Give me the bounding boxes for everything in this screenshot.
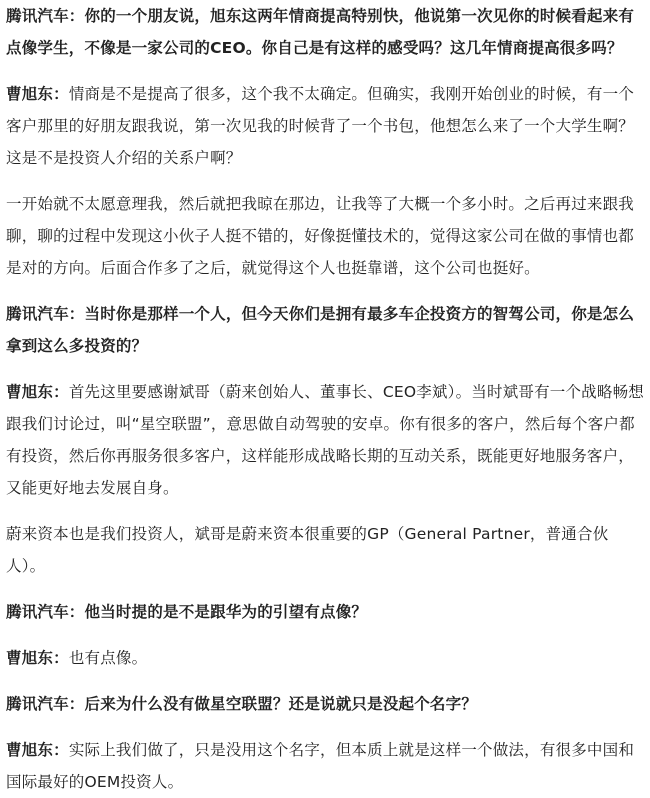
paragraph-text: 也有点像。 — [68, 649, 148, 667]
paragraph-question — [6, 596, 644, 628]
paragraph-text: 他当时提的是不是跟华为的引望有点像？ — [84, 603, 368, 621]
paragraph-text: 首先这里要感谢斌哥（蔚来创始人、董事长、CEO李斌）。当时斌哥有一个战略畅想跟我们讨论过，叫“星空联盟”，意思做自动驾驶的安卓。你有很多的客户，然后每个客户都有投资，然后你再服务很多客户，这样能形成战略长期的互动关系，既能更好地服务客户，又能更好地去发展自身。 — [6, 383, 644, 497]
paragraph-continuation — [6, 518, 644, 582]
speaker-label: 腾讯汽车： — [6, 603, 85, 621]
speaker-label: 腾讯汽车： — [6, 305, 85, 323]
paragraph-text: 蔚来资本也是我们投资人，斌哥是蔚来资本很重要的GP（General Partner，普通合伙人）。 — [6, 525, 609, 575]
paragraph-question — [6, 0, 644, 64]
paragraph-answer — [6, 376, 644, 504]
paragraph-continuation — [6, 188, 644, 284]
speaker-label: 腾讯汽车： — [6, 695, 85, 713]
speaker-label: 曹旭东： — [6, 649, 69, 667]
speaker-label: 曹旭东： — [6, 85, 69, 103]
paragraph-answer — [6, 734, 644, 798]
paragraph-question — [6, 298, 644, 362]
paragraph-text: 情商是不是提高了很多，这个我不太确定。但确实，我刚开始创业的时候，有一个客户那里的好朋友跟我说，第一次见我的时候背了一个书包，他想怎么来了一个大学生啊？这是不是投资人介绍的关系户啊？ — [6, 85, 635, 167]
paragraph-text: 一开始就不太愿意理我，然后就把我晾在那边，让我等了大概一个多小时。之后再过来跟我聊，聊的过程中发现这小伙子人挺不错的，好像挺懂技术的，觉得这家公司在做的事情也都是对的方向。后面合作多了之后，就觉得这个人也挺靠谱，这个公司也挺好。 — [6, 195, 635, 277]
speaker-label: 腾讯汽车： — [6, 7, 85, 25]
paragraph-answer — [6, 642, 644, 674]
speaker-label: 曹旭东： — [6, 741, 69, 759]
paragraph-text: 后来为什么没有做星空联盟？还是说就只是没起个名字？ — [84, 695, 478, 713]
paragraph-question — [6, 688, 644, 720]
paragraph-text: 实际上我们做了，只是没用这个名字，但本质上就是这样一个做法，有很多中国和国际最好的OEM投资人。 — [6, 741, 635, 791]
paragraph-text: 当时你是那样一个人，但今天你们是拥有最多车企投资方的智驾公司，你是怎么拿到这么多投资的？ — [6, 305, 635, 355]
paragraph-answer — [6, 78, 644, 174]
speaker-label: 曹旭东： — [6, 383, 69, 401]
paragraph-text: 你的一个朋友说，旭东这两年情商提高特别快，他说第一次见你的时候看起来有点像学生，不像是一家公司的CEO。你自己是有这样的感受吗？这几年情商提高很多吗？ — [6, 7, 635, 57]
